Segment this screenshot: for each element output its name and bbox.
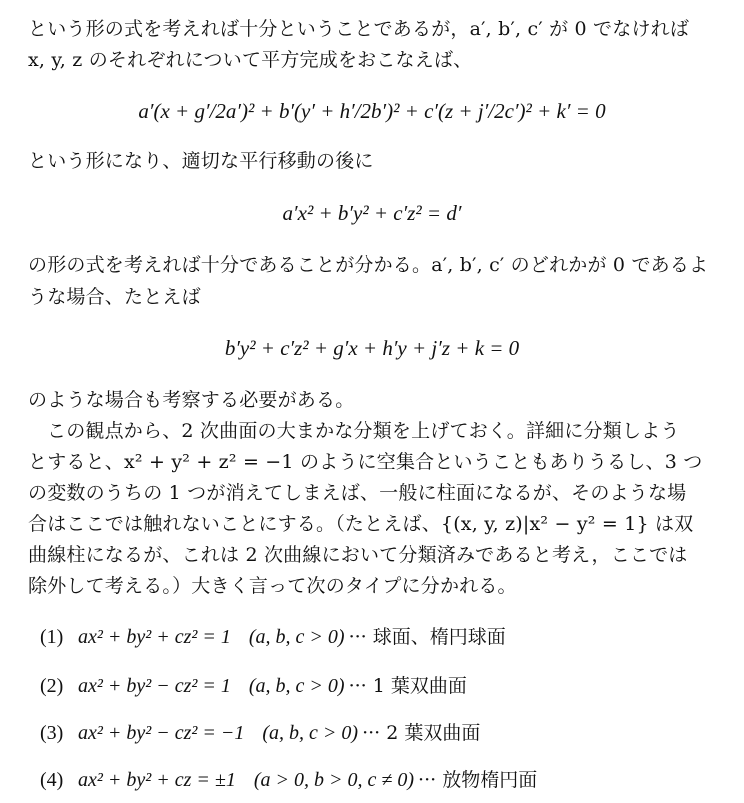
item-number: (4) [40,769,64,791]
paragraph-1-line-1: という形の式を考えれば十分ということであるが，a′, b′, c′ が 0 でなければ [28,18,690,40]
paragraph-4-line-1: のような場合も考察する必要がある。 [28,389,355,411]
item-condition: (a, b, c > 0) [262,722,359,744]
item-formula: ax² + by² + cz = ±1 [78,769,236,791]
paragraph-5-line-1: この観点から、2 次曲面の大まかな分類を上げておく。詳細に分類しよう [47,420,680,442]
paragraph-5-line-4: 合はここでは触れないことにする。（たとえば、{(x, y, z)|x² − y² = 1} は双 [28,513,694,535]
paragraph-5-line-3: の変数のうちの 1 つが消えてしまえば、一般に柱面になるが、そのような場 [28,482,687,504]
paragraph-5-line-6: 除外して考える。）大きく言って次のタイプに分かれる。 [28,575,517,597]
paragraph-3-line-1: の形の式を考えれば十分であることが分かる。a′, b′, c′ のどれかが 0 であるよ [28,254,709,276]
classification-item-3 [40,720,480,746]
classification-item-4 [40,767,537,793]
item-description: ··· 球面、楕円球面 [348,626,506,648]
paragraph-1-line-2: x, y, z のそれぞれについて平方完成をおこなえば、 [28,49,473,71]
paragraph-3-line-2: うな場合、たとえば [28,286,201,308]
paragraph-5-line-5: 曲線柱になるが、これは 2 次曲線において分類済みであると考え，ここでは [28,544,688,566]
classification-item-2 [40,673,467,699]
item-condition: (a, b, c > 0) [248,626,345,648]
classification-item-1 [40,624,506,650]
item-formula: ax² + by² − cz² = −1 [78,722,245,744]
item-formula: ax² + by² + cz² = 1 [78,626,231,648]
item-condition: (a, b, c > 0) [248,675,345,697]
item-number: (3) [40,722,64,744]
paragraph-5-line-2: とすると、x² + y² + z² = −1 のように空集合ということもありうるし、3 つ [28,451,703,473]
item-number: (2) [40,675,64,697]
item-description: ··· 放物楕円面 [418,769,538,791]
equation-degenerate-case: b′y² + c′z² + g′x + h′y + j′z + k = 0 [224,336,520,360]
item-description: ··· 2 葉双曲面 [362,722,481,744]
item-number: (1) [40,626,64,648]
paragraph-2-line-1: という形になり、適切な平行移動の後に [28,150,374,172]
item-formula: ax² + by² − cz² = 1 [78,675,231,697]
equation-standard-form: a′x² + b′y² + c′z² = d′ [282,201,462,225]
item-condition: (a > 0, b > 0, c ≠ 0) [253,769,415,791]
item-description: ··· 1 葉双曲面 [348,675,467,697]
equation-completed-square: a′(x + g′/2a′)² + b′(y′ + h′/2b′)² + c′(z + j′/2c′)² + k′ = 0 [138,99,606,123]
